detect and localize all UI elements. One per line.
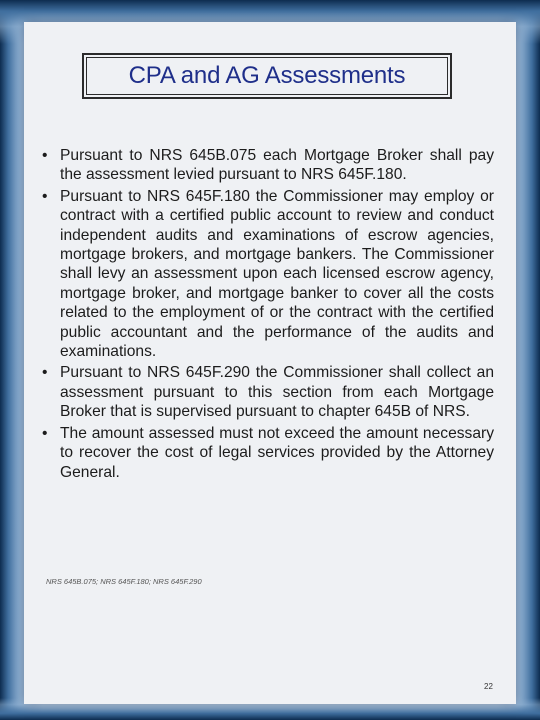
bullet-item <box>34 363 494 421</box>
bullet-text: Pursuant to NRS 645B.075 each Mortgage Broker shall pay the assessment levied pursuant to NRS 645F.180. <box>60 147 494 184</box>
bullet-mark: • <box>42 364 48 382</box>
page-number: 22 <box>484 682 493 691</box>
bullet-mark: • <box>42 424 48 442</box>
title-box <box>82 53 452 99</box>
bullet-item <box>34 146 494 185</box>
slide-panel <box>24 22 516 704</box>
bullet-item <box>34 187 494 362</box>
bullet-text: Pursuant to NRS 645F.180 the Commissioner may employ or contract with a certified public account to review and conduct independent audits and examinations of escrow agencies, mortgage brokers, and mortgage bankers. The Commissioner shall levy an assessment upon each licensed escrow agency, mortgage broker, and mortgage banker to cover all the costs related to the employment of or the contract with the certified public accountant and the performance of the audits and examinations. <box>60 187 494 361</box>
bullet-mark: • <box>42 187 48 205</box>
bullet-text: Pursuant to NRS 645F.290 the Commissioner shall collect an assessment pursuant to this section from each Mortgage Broker that is supervised pursuant to chapter 645B of NRS. <box>60 364 494 421</box>
statute-references: NRS 645B.075; NRS 645F.180; NRS 645F.290 <box>46 577 202 586</box>
bullet-list <box>34 146 494 484</box>
bullet-text: The amount assessed must not exceed the amount necessary to recover the cost of legal services provided by the Attorney General. <box>60 424 494 481</box>
bullet-item <box>34 424 494 482</box>
slide-title: CPA and AG Assessments <box>128 62 406 89</box>
bullet-mark: • <box>42 147 48 164</box>
